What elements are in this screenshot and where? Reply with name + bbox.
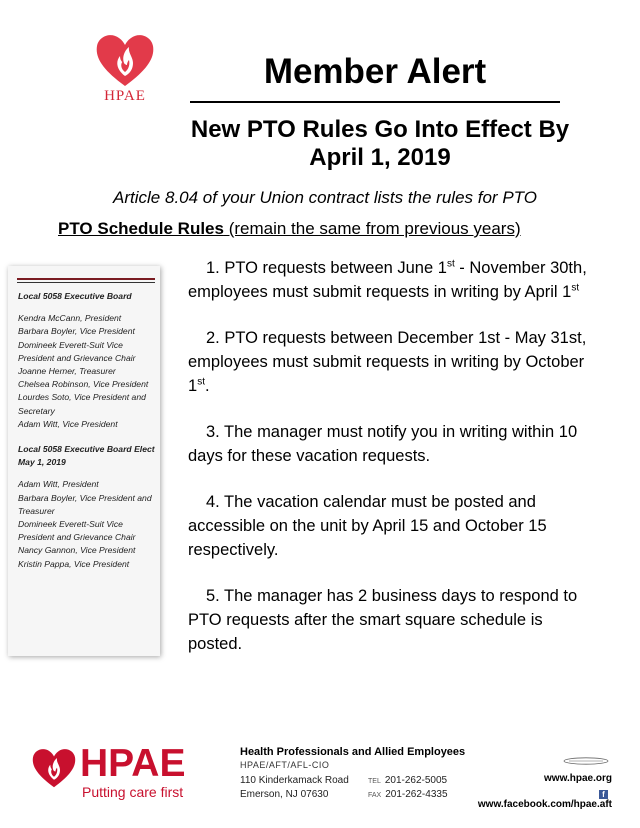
board-elect-member: Domineek Everett-Suit Vice President and Grievance Chair (18, 519, 136, 543)
board-member: Kendra McCann, President (18, 313, 122, 324)
sidebar-content (18, 290, 160, 571)
facebook-link[interactable]: fwww.facebook.com/hpae.aft (477, 790, 612, 810)
board-elect-member: Adam Witt, President (18, 479, 99, 490)
board-member: Chelsea Robinson, Vice President (18, 379, 149, 390)
rule-item: 3. The manager must notify you in writing within 10 days for these vacation requests. (188, 423, 578, 465)
org-name: Health Professionals and Allied Employees (240, 746, 466, 758)
board-heading: Local 5058 Executive Board (18, 291, 132, 301)
footer-hpae-logo (30, 742, 200, 802)
executive-board-sidebar (8, 266, 160, 656)
article-note: Article 8.04 of your Union contract lists the rules for PTO (113, 188, 537, 207)
board-elect-heading: Local 5058 Executive Board Elect May 1, 2019 (18, 444, 155, 468)
title-divider (190, 101, 560, 103)
headline-line-1: New PTO Rules Go Into Effect By (190, 116, 570, 143)
hpae-logo (80, 30, 170, 108)
affiliation: HPAE/AFT/AFL-CIO (240, 760, 330, 770)
headline (180, 116, 580, 172)
sidebar-rule-thin (17, 282, 155, 283)
board-member: Barbara Boyler, Vice President (18, 326, 135, 337)
board-member: Joanne Herner, Treasurer (18, 366, 116, 377)
rule-item: 4. The vacation calendar must be posted and accessible on the unit by April 15 and October 15 respectively. (188, 493, 547, 559)
board-elect-member: Barbara Boyler, Vice President and Treasurer (18, 492, 152, 516)
board-member: Adam Witt, Vice President (18, 418, 118, 429)
headline-line-2: April 1, 2019 (309, 144, 451, 171)
footer-wordmark: HPAE (80, 742, 186, 785)
schedule-heading-title: PTO Schedule Rules (58, 219, 224, 238)
board-elect-member: Nancy Gannon, Vice President (18, 545, 136, 556)
page-title: Member Alert (263, 52, 487, 91)
schedule-heading (58, 219, 578, 239)
rule-item: 2. PTO requests between December 1st - May 31st, employees must submit requests in writing by October 1st. (188, 329, 587, 395)
board-member: Lourdes Soto, Vice President and Secretary (18, 392, 146, 416)
website-link[interactable]: www.hpae.org (544, 773, 612, 784)
address-line-2: Emerson, NJ 07630 (240, 789, 329, 800)
pto-rules-list (188, 256, 588, 678)
board-elect-member: Kristin Pappa, Vice President (18, 558, 130, 569)
telephone: TEL 201-262-5005 (368, 775, 448, 786)
rule-item: 1. PTO requests between June 1st - November 30th, employees must submit requests in writing by April 1st (188, 258, 587, 301)
union-label-icon (563, 757, 609, 765)
heart-flame-icon (93, 30, 157, 88)
board-member: Domineek Everett-Suit Vice President and Grievance Chair (18, 339, 136, 363)
rule-item: 5. The manager has 2 business days to respond to PTO requests after the smart square schedule is posted. (188, 587, 578, 653)
fax: FAX 201-262-4335 (368, 789, 448, 800)
facebook-icon: f (599, 790, 608, 799)
footer-tagline: Putting care first (82, 784, 184, 800)
heart-flame-icon (30, 745, 78, 789)
schedule-heading-subtext: (remain the same from previous years) (223, 219, 521, 238)
sidebar-rule (17, 278, 155, 280)
address-line-1: 110 Kinderkamack Road (240, 775, 349, 786)
logo-wordmark: HPAE (104, 88, 146, 104)
